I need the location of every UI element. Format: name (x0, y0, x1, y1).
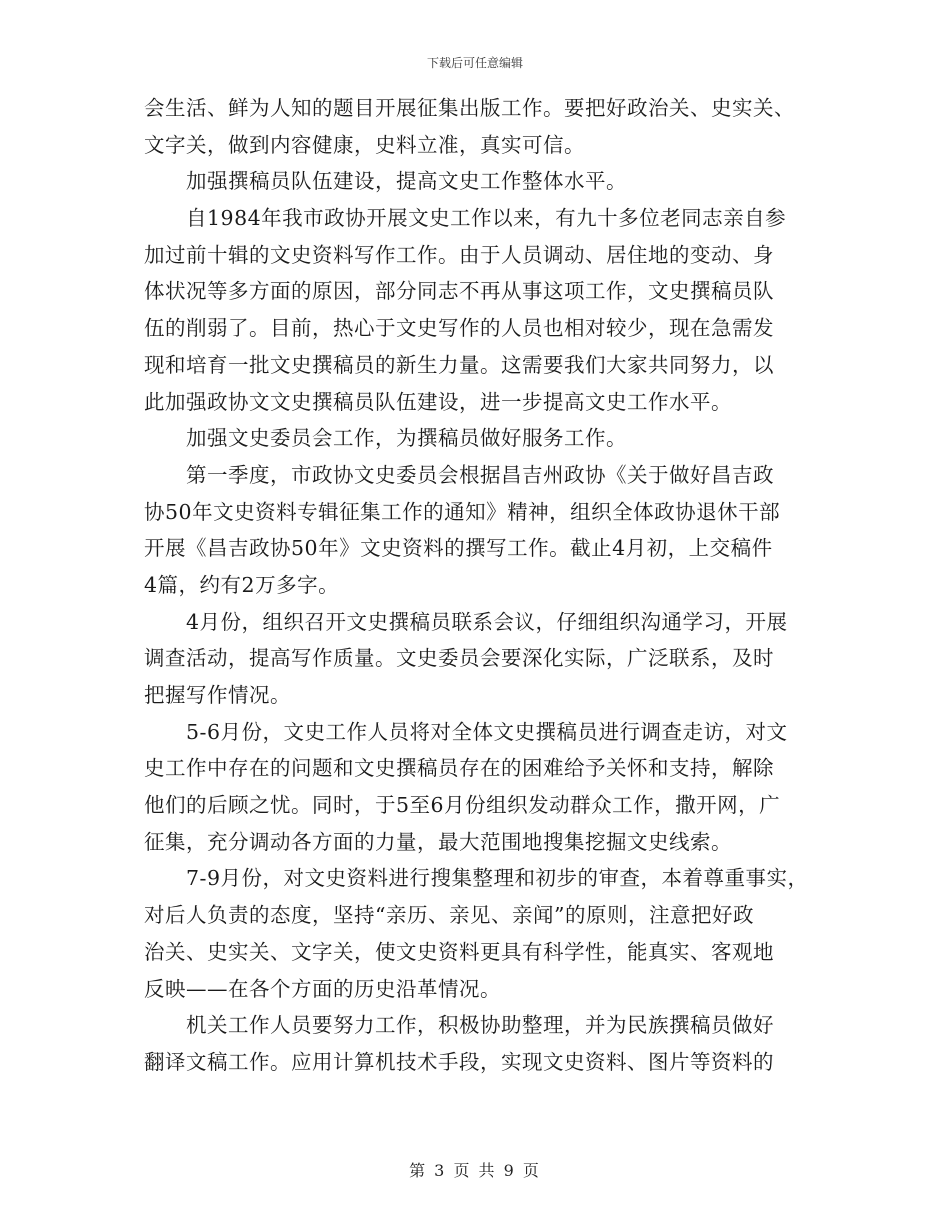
page-number-footer: 第 3 页 共 9 页 (409, 1161, 541, 1180)
text-line: 会生活、鲜为人知的题目开展征集出版工作。要把好政治关、史实关、 (144, 96, 795, 120)
text-line: 伍的削弱了。目前，热心于文史写作的人员也相对较少，现在急需发 (144, 316, 774, 341)
text-line: 自1984年我市政协开展文史工作以来，有九十多位老同志亲自参 (186, 206, 787, 231)
document-body (144, 94, 834, 1085)
text-line: 调查活动，提高写作质量。文史委员会要深化实际，广泛联系，及时 (144, 646, 774, 671)
text-line: 协50年文史资料专辑征集工作的通知》精神，组织全体政协退休干部 (144, 499, 781, 524)
text-line: 文字关，做到内容健康，史料立准，真实可信。 (144, 132, 585, 157)
text-line: 此加强政协文文史撰稿员队伍建设，进一步提高文史工作水平。 (144, 389, 732, 414)
text-line: 治关、史实关、文字关，使文史资料更具有科学性，能真实、客观地 (144, 939, 774, 964)
text-line: 征集，充分调动各方面的力量，最大范围地搜集挖掘文史线索。 (144, 829, 732, 854)
page-header-note: 下载后可任意编辑 (426, 56, 523, 70)
text-line: 加过前十辑的文史资料写作工作。由于人员调动、居住地的变动、身 (144, 242, 774, 267)
text-line: 反映——在各个方面的历史沿革情况。 (144, 976, 501, 1001)
text-line: 体状况等多方面的原因，部分同志不再从事这项工作，文史撰稿员队 (144, 279, 774, 304)
text-line: 7-9月份，对文史资料进行搜集整理和初步的审查，本着尊重事实， (186, 866, 809, 891)
section-heading: 加强文史委员会工作，为撰稿员做好服务工作。 (186, 426, 627, 451)
text-line: 4月份，组织召开文史撰稿员联系会议，仔细组织沟通学习，开展 (186, 609, 788, 634)
text-line: 现和培育一批文史撰稿员的新生力量。这需要我们大家共同努力，以 (144, 352, 774, 377)
text-line: 对后人负责的态度，坚持“亲历、亲见、亲闻”的原则，注意把好政 (144, 903, 754, 928)
text-line: 5-6月份，文史工作人员将对全体文史撰稿员进行调查走访，对文 (186, 719, 788, 744)
text-line: 史工作中存在的问题和文史撰稿员存在的困难给予关怀和支持，解除 (144, 756, 774, 781)
text-line: 开展《昌吉政协50年》文史资料的撰写工作。截止4月初，上交稿件 (144, 536, 773, 561)
section-heading: 加强撰稿员队伍建设，提高文史工作整体水平。 (186, 169, 627, 194)
text-line: 机关工作人员要努力工作，积极协助整理，并为民族撰稿员做好 (186, 1013, 774, 1038)
text-line: 4篇，约有2万多字。 (144, 572, 340, 597)
text-line: 把握写作情况。 (144, 683, 291, 707)
text-line: 翻译文稿工作。应用计算机技术手段，实现文史资料、图片等资料的 (144, 1049, 774, 1074)
text-line: 他们的后顾之忧。同时，于5至6月份组织发动群众工作，撒开网，广 (144, 793, 781, 818)
text-line: 第一季度，市政协文史委员会根据昌吉州政协《关于做好昌吉政 (186, 462, 774, 487)
